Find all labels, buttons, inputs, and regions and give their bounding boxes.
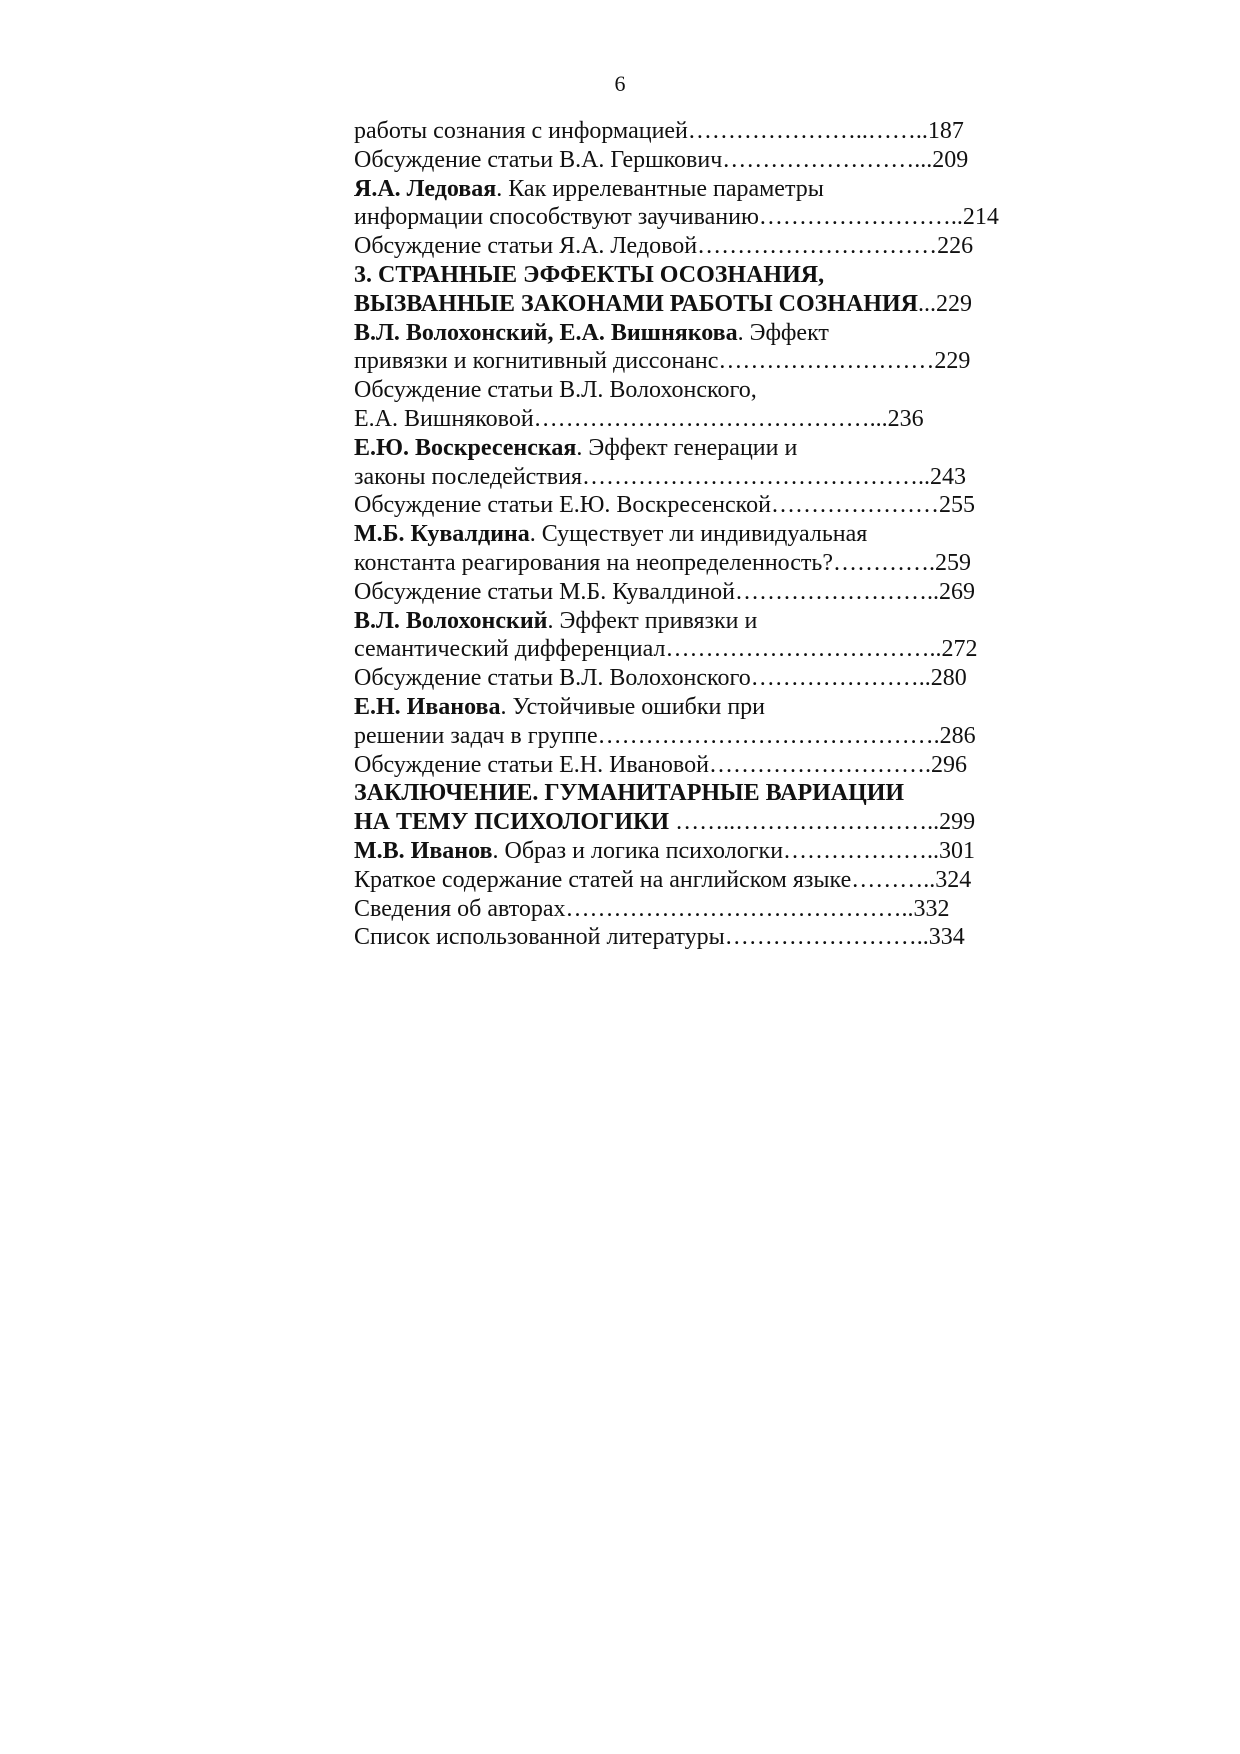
toc-line <box>354 837 1014 866</box>
toc-section-heading <box>354 808 1014 837</box>
toc-line <box>354 751 1014 780</box>
toc-line <box>354 463 1014 492</box>
toc-line <box>354 405 1014 434</box>
toc-line <box>354 175 1014 204</box>
toc-text: Обсуждение статьи Е.Ю. Воскресенской…………………255 <box>354 492 975 519</box>
toc-text: семантический дифференциал……………………………..272 <box>354 636 978 663</box>
toc-text: законы последействия……………………………………..243 <box>354 463 967 490</box>
toc-line <box>354 232 1014 261</box>
toc-line <box>354 607 1014 636</box>
toc-line <box>354 722 1014 751</box>
toc-author: Я.А. Ледовая <box>354 175 497 202</box>
toc-section-heading <box>354 290 1014 319</box>
toc-author: В.Л. Волохонский <box>354 607 548 634</box>
toc-author: М.В. Иванов <box>354 837 493 864</box>
toc-text: Обсуждение статьи В.Л. Волохонского, <box>354 377 757 404</box>
toc-line <box>354 866 1014 895</box>
toc-line <box>354 693 1014 722</box>
toc-text: Обсуждение статьи Е.Н. Ивановой……………………….296 <box>354 751 967 778</box>
toc-line <box>354 664 1014 693</box>
toc-line <box>354 635 1014 664</box>
toc-line <box>354 117 1014 146</box>
toc-heading-text: ЗАКЛЮЧЕНИЕ. ГУМАНИТАРНЫЕ ВАРИАЦИИ <box>354 780 905 807</box>
toc-text: . Эффект привязки и <box>547 607 758 634</box>
toc-text: работы сознания с информацией…………………..……..187 <box>354 118 964 144</box>
toc-line <box>354 491 1014 520</box>
toc-text: Обсуждение статьи В.Л. Волохонского…………………..280 <box>354 665 967 692</box>
toc-text: . Как иррелевантные параметры <box>496 175 824 202</box>
toc-author: М.Б. Кувалдина <box>354 521 530 548</box>
toc-section-heading <box>354 779 1014 808</box>
toc-text: Обсуждение статьи В.А. Гершкович……………………...209 <box>354 146 969 173</box>
toc-text: информации способствуют заучиванию……………………..214 <box>354 204 999 231</box>
toc-text: привязки и когнитивный диссонанс………………………229 <box>354 348 971 375</box>
toc-line <box>354 434 1014 463</box>
toc-text: ……..……………………..299 <box>669 809 976 836</box>
toc-text: Е.А. Вишняковой……………………………………...236 <box>354 405 924 432</box>
toc-author: Е.Н. Иванова <box>354 693 501 720</box>
toc-line <box>354 347 1014 376</box>
toc-text: константа реагирования на неопределенность?………….259 <box>354 549 972 576</box>
toc-line <box>354 319 1014 348</box>
page-number: 6 <box>614 71 626 96</box>
toc-text: Сведения об авторах……………………………………..332 <box>354 895 950 922</box>
toc-author: В.Л. Волохонский, Е.А. Вишнякова <box>354 319 738 346</box>
toc-heading-text: 3. СТРАННЫЕ ЭФФЕКТЫ ОСОЗНАНИЯ, <box>354 261 825 288</box>
toc-author: Е.Ю. Воскресенская <box>354 434 577 461</box>
toc-line <box>354 895 1014 924</box>
toc-heading-text: НА ТЕМУ ПСИХОЛОГИКИ <box>354 809 670 836</box>
toc-text: решении задач в группе…………………………………….286 <box>354 722 976 749</box>
toc-text: Обсуждение статьи М.Б. Кувалдиной……………………..269 <box>354 578 976 605</box>
toc-section-heading <box>354 261 1014 290</box>
toc-heading-text: ВЫЗВАННЫЕ ЗАКОНАМИ РАБОТЫ СОЗНАНИЯ <box>354 290 918 317</box>
toc-text: Обсуждение статьи Я.А. Ледовой…………………………226 <box>354 233 974 260</box>
toc-text: . Существует ли индивидуальная <box>529 521 868 548</box>
toc-line <box>354 376 1014 405</box>
toc-text: . Устойчивые ошибки при <box>500 693 766 720</box>
toc-text: Список использованной литературы……………………..334 <box>354 924 965 951</box>
toc-text: . Эффект <box>737 319 829 346</box>
toc-text: . Эффект генерации и <box>576 434 798 461</box>
toc-text: Краткое содержание статей на английском языке………..324 <box>354 866 972 893</box>
table-of-contents <box>354 117 1014 952</box>
toc-line <box>354 549 1014 578</box>
toc-text: . Образ и логика психологки………………..301 <box>492 837 976 864</box>
toc-line <box>354 203 1014 232</box>
toc-line <box>354 923 1014 952</box>
toc-line <box>354 146 1014 175</box>
toc-text: ...229 <box>917 290 972 317</box>
toc-line <box>354 520 1014 549</box>
toc-line <box>354 578 1014 607</box>
